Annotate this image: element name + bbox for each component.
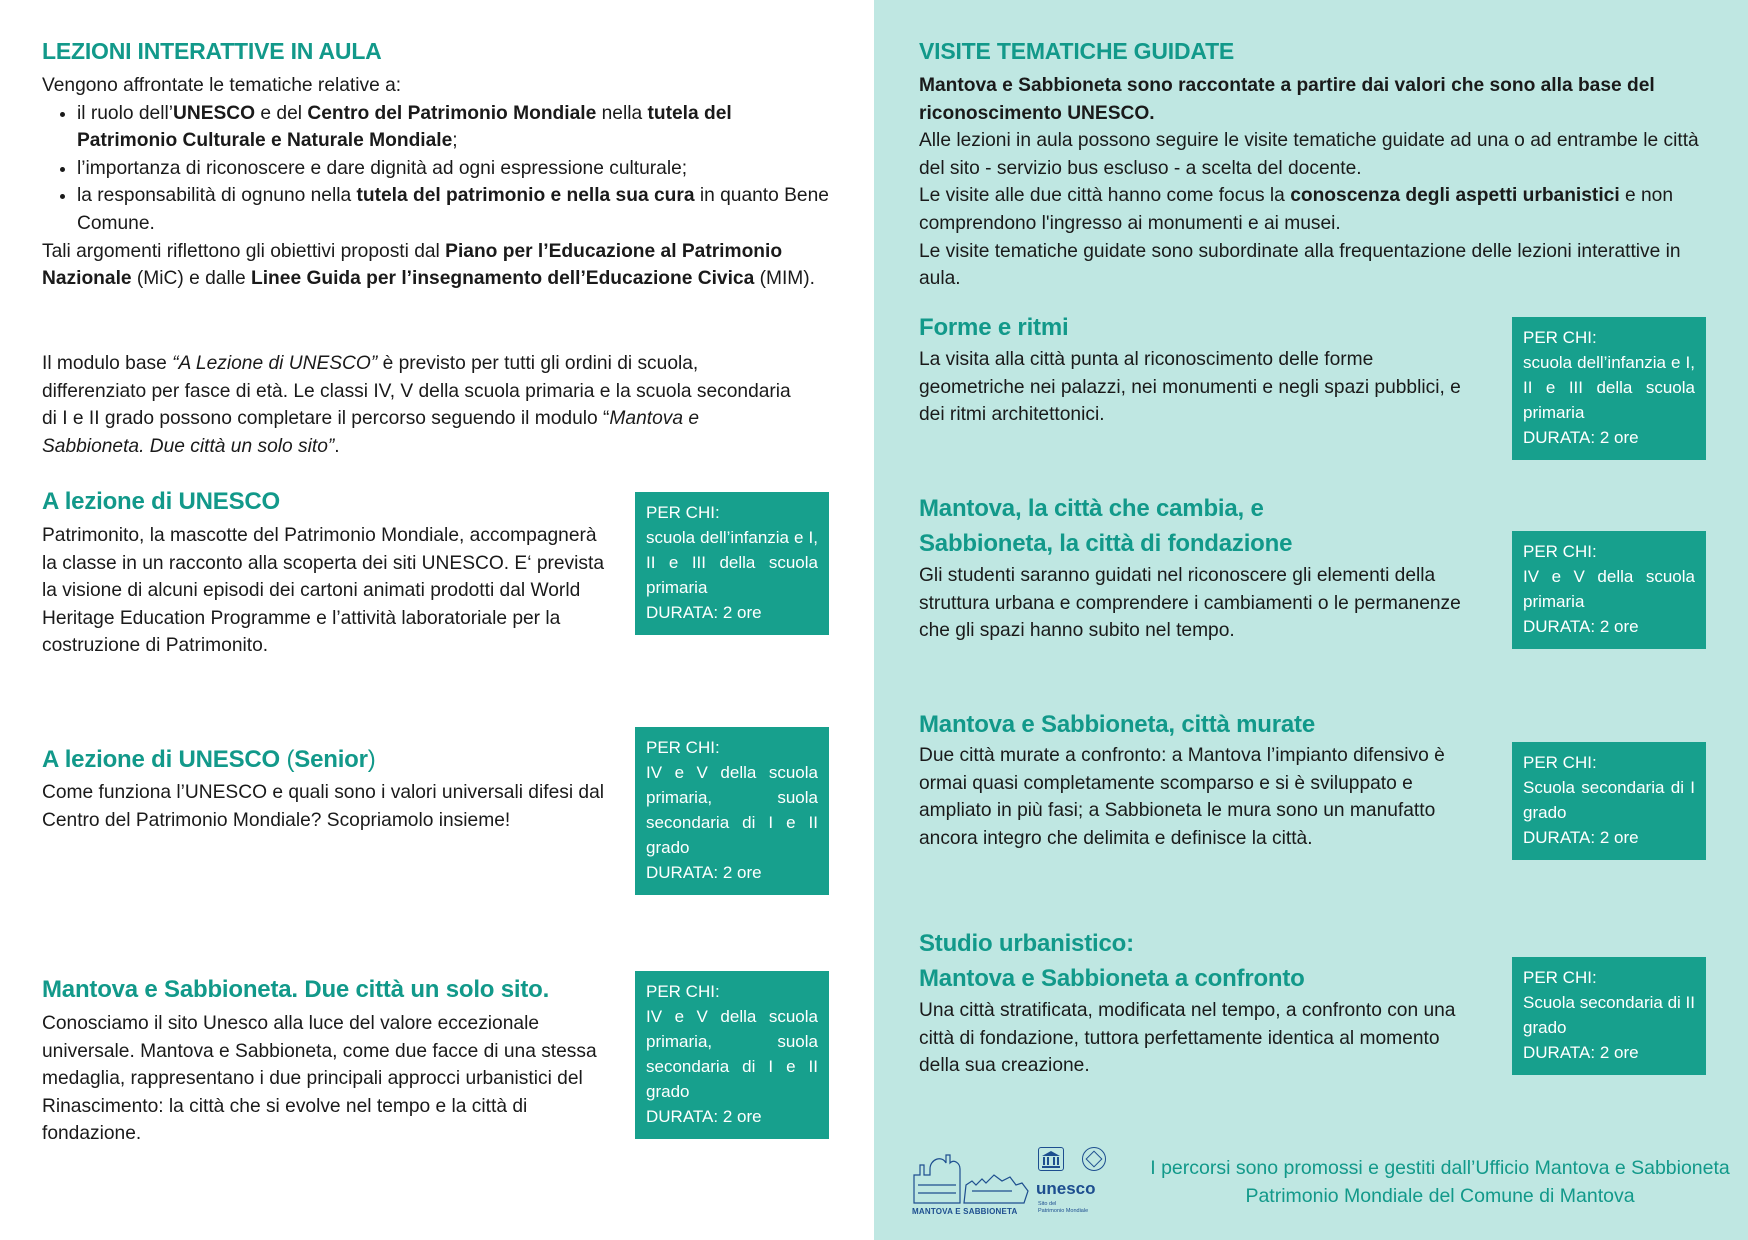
section-title-lezioni: LEZIONI INTERATTIVE IN AULA	[42, 38, 382, 64]
world-heritage-emblem-icon	[1082, 1147, 1106, 1171]
visit-title-studio-urbanistico	[919, 926, 1305, 996]
logo-caption: MANTOVA E SABBIONETA	[912, 1207, 1018, 1216]
box-target: IV e V della scuola primaria	[1523, 567, 1695, 611]
lezioni-intro: Vengono affrontate le tematiche relative a:	[42, 75, 402, 96]
module-italic: Mantova e Sabbioneta. Due città un solo sito”	[42, 408, 700, 457]
topic-bold: tutela del Patrimonio Culturale e Naturale Mondiale	[77, 102, 732, 152]
topic-text: il ruolo dell’	[77, 102, 173, 124]
target-box-senior	[635, 727, 829, 895]
box-target: scuola dell’infanzia e I, II e III della scuola primaria	[1523, 353, 1695, 422]
visit-body-citta-murate: Due città murate a confronto: a Mantova l’impianto difensivo è ormai quasi completamente scomparso e si è sviluppato e ampliato in più fasi; a Sabbioneta le mura sono un manufatto ancora integro che delimita e definisce la città.	[919, 745, 1445, 849]
goals-paragraph	[42, 238, 832, 293]
goals-bold: Piano per l’Educazione al Patrimonio Nazionale	[42, 240, 783, 290]
section-title-visite: VISITE TEMATICHE GUIDATE	[919, 38, 1235, 64]
goals-text: (MiC) e dalle	[131, 268, 251, 290]
title-line: Mantova, la città che cambia, e	[919, 495, 1264, 522]
box-target: Scuola secondaria di I grado	[1523, 778, 1695, 822]
title-part: A lezione di UNESCO	[42, 746, 287, 773]
topic-text: nella	[596, 102, 648, 124]
lesson-title-a-lezione: A lezione di UNESCO	[42, 488, 281, 515]
target-box-citta-che-cambia	[1512, 531, 1706, 649]
lezioni-intro-block	[42, 72, 832, 293]
intro-text: Le visite alle due città hanno come focus la	[919, 185, 1291, 207]
topic-text: la responsabilità di ognuno nella	[77, 185, 357, 207]
goals-text: (MIM).	[754, 268, 816, 290]
intro-bold: conoscenza degli aspetti urbanistici	[1290, 185, 1620, 207]
lesson-title-due-citta: Mantova e Sabbioneta. Due città un solo sito.	[42, 976, 550, 1003]
module-italic: “A Lezione di UNESCO”	[172, 353, 378, 374]
visite-intro-p2	[919, 182, 1699, 237]
box-label: PER CHI:	[1523, 542, 1597, 561]
unesco-sub	[1038, 1201, 1088, 1215]
box-duration: DURATA: 2 ore	[646, 1107, 762, 1126]
visit-body-forme: La visita alla città punta al riconoscimento delle forme geometriche nei palazzi, nei monumenti e negli spazi pubblici, e dei ritmi architettonici.	[919, 349, 1461, 426]
intro-text: e non comprendono l'ingresso ai monumenti e ai musei.	[919, 185, 1674, 234]
unesco-sub-line: Sito del	[1038, 1201, 1057, 1207]
box-duration: DURATA: 2 ore	[1523, 828, 1639, 847]
box-label: PER CHI:	[1523, 753, 1597, 772]
topic-bold: Centro del Patrimonio Mondiale	[307, 102, 597, 124]
box-label: PER CHI:	[646, 738, 720, 757]
box-label: PER CHI:	[646, 503, 720, 522]
title-part: (	[286, 746, 295, 773]
title-line: Mantova e Sabbioneta a confronto	[919, 965, 1305, 992]
topic-list	[42, 100, 832, 238]
lesson-body-a-lezione: Patrimonito, la mascotte del Patrimonio Mondiale, accompagnerà la classe in un racconto alla scoperta dei siti UNESCO. E‘ prevista la visione di alcuni episodi dei cartoni animati prodotti dal World Heritage Education Programme e l’attività laboratoriale per la costruzione di Patrimonito.	[42, 525, 605, 657]
unesco-wordmark: unesco	[1036, 1179, 1096, 1198]
logos	[912, 1145, 1122, 1217]
footer-note: I percorsi sono promossi e gestiti dall’Ufficio Mantova e Sabbioneta Patrimonio Mondiale del Comune di Mantova	[1150, 1157, 1730, 1207]
visite-intro-p1: Alle lezioni in aula possono seguire le visite tematiche guidate ad una o ad entrambe le città del sito - servizio bus escluso - a scelta del docente.	[919, 130, 1699, 179]
lesson-body-senior: Come funziona l’UNESCO e quali sono i valori universali difesi dal Centro del Patrimonio Mondiale? Scopriamolo insieme!	[42, 782, 605, 831]
title-part: )	[367, 746, 376, 773]
title-line: Studio urbanistico:	[919, 930, 1134, 957]
target-box-studio-urbanistico	[1512, 957, 1706, 1075]
mantova-sabbioneta-logo-icon	[912, 1145, 1032, 1207]
box-duration: DURATA: 2 ore	[1523, 428, 1639, 447]
goals-bold: Linee Guida per l’insegnamento dell’Educazione Civica	[251, 268, 755, 290]
title-part: Senior	[294, 746, 368, 773]
visit-body-studio-urbanistico: Una città stratificata, modificata nel tempo, a confronto con una città di fondazione, tuttora perfettamente identica al momento della sua creazione.	[919, 1000, 1456, 1077]
unesco-sub-line: Patrimonio Mondiale	[1038, 1208, 1089, 1214]
module-text: è previsto per tutti gli ordini di scuola, differenziato per fasce di età. Le classi IV, V della scuola primaria e la scuola secondaria di I e II grado possono completare il percorso seguendo il modulo “	[42, 353, 791, 430]
lesson-title-senior	[42, 742, 376, 777]
box-target: Scuola secondaria di II grado	[1523, 993, 1695, 1037]
topic-item	[77, 100, 832, 155]
lesson-body-due-citta: Conosciamo il sito Unesco alla luce del valore eccezionale universale. Mantova e Sabbioneta, come due facce di una stessa medaglia, rappresentano i due principali approcci urbanistici del Rinascimento: la città che si evolve nel tempo e la città di fondazione.	[42, 1013, 597, 1145]
unesco-temple-icon	[1038, 1147, 1064, 1171]
box-target: IV e V della scuola primaria, suola secondaria di I e II grado	[646, 1007, 818, 1101]
visit-body-citta-che-cambia: Gli studenti saranno guidati nel riconoscere gli elementi della struttura urbana e comprendere i cambiamenti o le permanenze che gli spazi hanno subito nel tempo.	[919, 565, 1461, 642]
visite-intro-p3: Le visite tematiche guidate sono subordinate alla frequentazione delle lezioni interattive in aula.	[919, 240, 1681, 290]
box-label: PER CHI:	[646, 982, 720, 1001]
target-box-due-citta	[635, 971, 829, 1139]
visite-intro-bold: Mantova e Sabbioneta sono raccontate a partire dai valori che sono alla base del riconoscimento UNESCO.	[919, 75, 1655, 124]
title-line: Sabbioneta, la città di fondazione	[919, 530, 1293, 557]
box-duration: DURATA: 2 ore	[646, 603, 762, 622]
target-box-citta-murate	[1512, 742, 1706, 860]
module-text: Il modulo base	[42, 353, 173, 374]
topic-text: in quanto Bene Comune.	[77, 185, 829, 234]
box-label: PER CHI:	[1523, 328, 1597, 347]
visit-title-citta-che-cambia	[919, 491, 1292, 561]
topic-item	[77, 182, 832, 237]
box-target: scuola dell’infanzia e I, II e III della scuola primaria	[646, 528, 818, 597]
topic-text: ;	[452, 130, 458, 152]
topic-item: • l’importanza di riconoscere e dare dignità ad ogni espressione culturale;	[77, 155, 832, 183]
box-duration: DURATA: 2 ore	[1523, 617, 1639, 636]
visit-title-citta-murate: Mantova e Sabbioneta, città murate	[919, 711, 1315, 738]
target-box-forme	[1512, 317, 1706, 460]
topic-bold: tutela del patrimonio e nella sua cura	[356, 185, 695, 207]
box-duration: DURATA: 2 ore	[1523, 1043, 1639, 1062]
module-paragraph	[42, 350, 802, 460]
target-box-a-lezione	[635, 492, 829, 635]
module-text: .	[334, 435, 340, 457]
visite-intro-block	[919, 72, 1699, 293]
box-label: PER CHI:	[1523, 968, 1597, 987]
topic-text: e del	[255, 102, 308, 124]
box-duration: DURATA: 2 ore	[646, 863, 762, 882]
topic-bold: UNESCO	[172, 102, 256, 124]
goals-text: Tali argomenti riflettono gli obiettivi proposti dal	[42, 240, 446, 262]
visit-title-forme: Forme e ritmi	[919, 314, 1069, 341]
box-target: IV e V della scuola primaria, suola secondaria di I e II grado	[646, 763, 818, 857]
